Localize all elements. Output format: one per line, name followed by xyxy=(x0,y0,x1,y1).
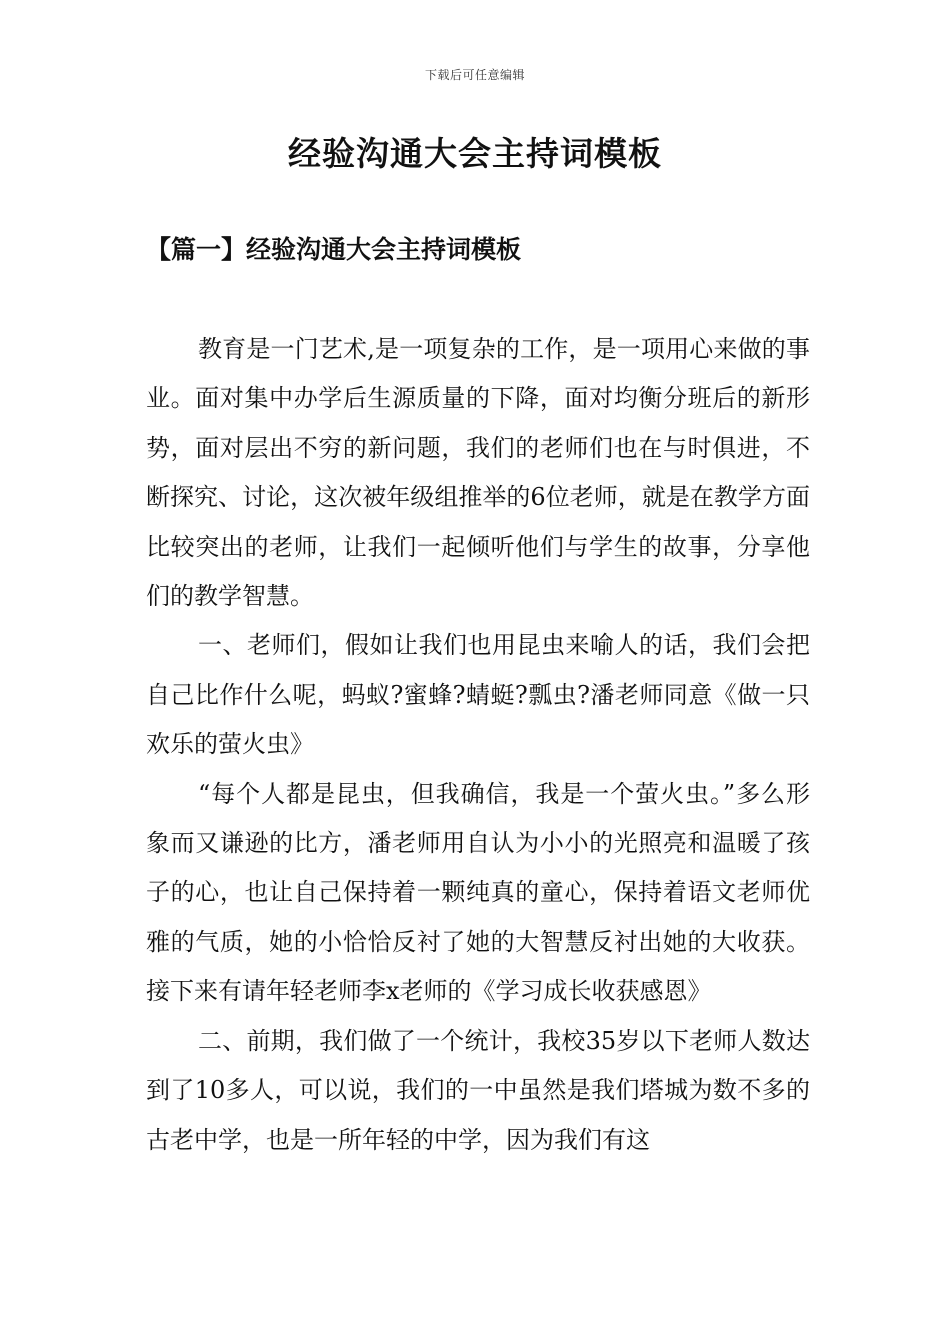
document-title: 经验沟通大会主持词模板 xyxy=(288,134,662,173)
header-note: 下载后可任意编辑 xyxy=(424,68,525,82)
section-heading: 【篇一】经验沟通大会主持词模板 xyxy=(146,235,522,264)
paragraph-firefly-quote: “每个人都是昆虫，但我确信，我是一个萤火虫。”多么形象而又谦逊的比方，潘老师用自认为小小的光照亮和温暖了孩子的心，也让自己保持着一颗纯真的童心，保持着语文老师优雅的气质，她的小恰恰反衬了她的大智慧反衬出她的大收获。接下来有请年轻老师李x老师的《学习成长收获感恩》 xyxy=(146,779,810,1006)
body-text xyxy=(146,325,810,1165)
paragraph-part-two: 二、前期，我们做了一个统计，我校35岁以下老师人数达到了10多人，可以说，我们的一中虽然是我们塔城为数不多的古老中学，也是一所年轻的中学，因为我们有这 xyxy=(146,1026,810,1154)
paragraph-intro: 教育是一门艺术,是一项复杂的工作，是一项用心来做的事业。面对集中办学后生源质量的下降，面对均衡分班后的新形势，面对层出不穷的新问题，我们的老师们也在与时俱进，不断探究、讨论，这次被年级组推举的6位老师，就是在教学方面比较突出的老师，让我们一起倾听他们与学生的故事，分享他们的教学智慧。 xyxy=(146,335,810,611)
paragraph-part-one: 一、老师们，假如让我们也用昆虫来喻人的话，我们会把自己比作什么呢，蚂蚁?蜜蜂?蜻蜓?瓢虫?潘老师同意《做一只欢乐的萤火虫》 xyxy=(146,631,810,759)
